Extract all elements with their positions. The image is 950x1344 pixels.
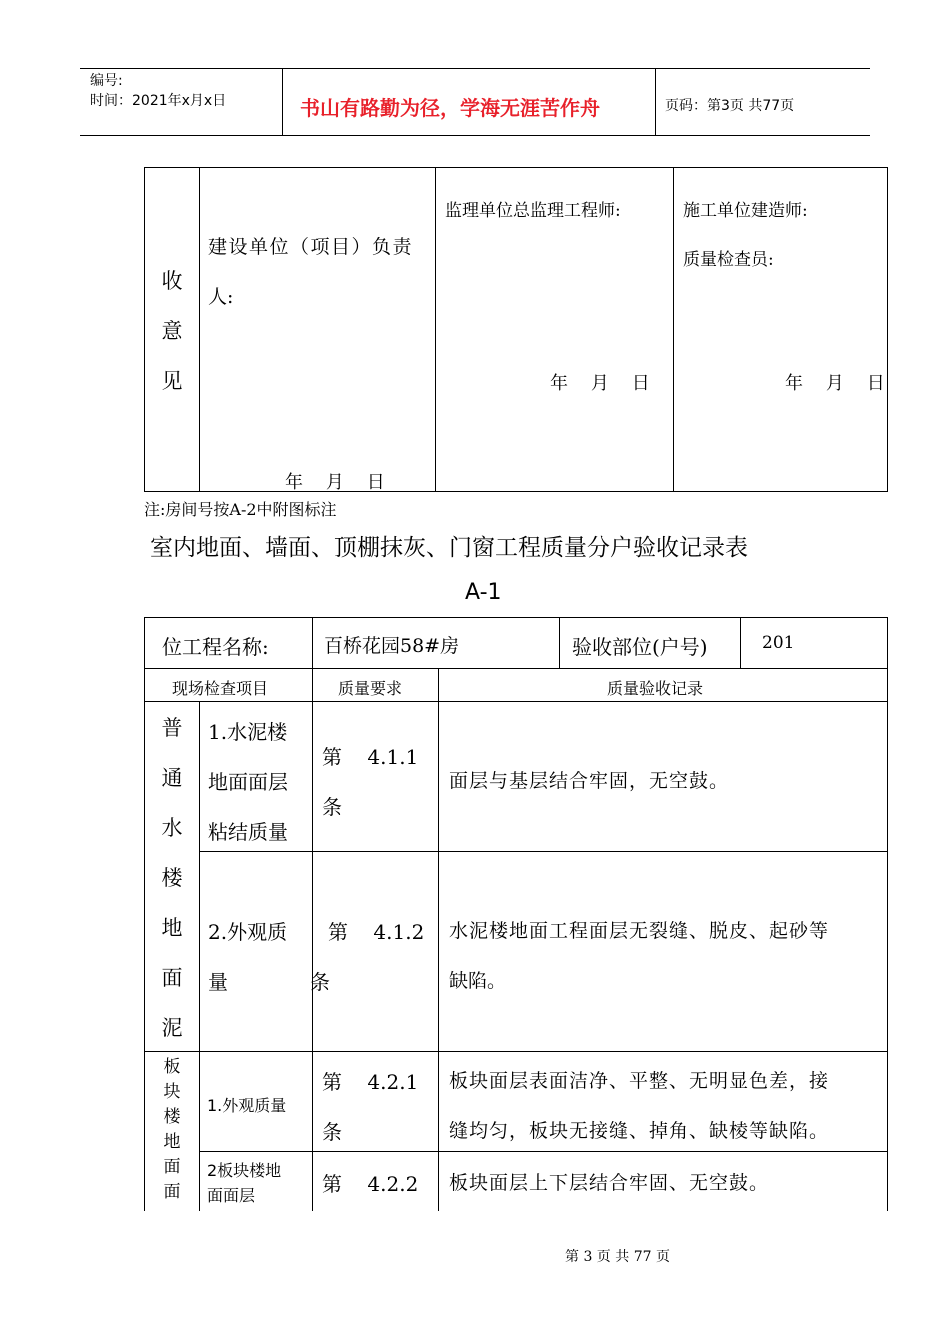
- table-border: [199, 167, 200, 492]
- group-label-char: 楼: [163, 1107, 181, 1127]
- table-border: [438, 668, 439, 1211]
- row1-record: 面层与基层结合牢固，无空鼓。: [449, 770, 730, 792]
- row3-requirement: 第 4.2.1: [322, 1070, 419, 1094]
- acceptance-part-label: 验收部位(户号): [572, 635, 708, 659]
- project-name-label: 位工程名称:: [162, 635, 269, 659]
- row2-record: 缺陷。: [449, 970, 507, 992]
- header-bottom-rule: [80, 135, 870, 136]
- group-label-char: 块: [163, 1082, 181, 1102]
- row3-requirement: 条: [322, 1120, 342, 1144]
- document-number-label: 编号:: [90, 73, 123, 89]
- room-number-note: 注:房间号按A-2中附图标注: [144, 500, 337, 519]
- column-header-item: 现场检查项目: [172, 679, 269, 698]
- table-border: [144, 617, 145, 1211]
- table-border: [887, 167, 888, 492]
- table-border: [312, 668, 313, 1211]
- group-label-char: 普: [161, 716, 183, 740]
- table-border: [199, 1151, 888, 1152]
- row2-record: 水泥楼地面工程面层无裂缝、脱皮、起砂等: [449, 920, 830, 942]
- page-info: 页码：第3页 共77页: [665, 98, 795, 114]
- group-label-char: 泥: [161, 1016, 183, 1040]
- row1-item: 地面面层: [208, 770, 288, 794]
- group-label-char: 面: [161, 966, 183, 990]
- project-name-value: 百桥花园58#房: [324, 635, 460, 657]
- builder-label: 施工单位建造师:: [683, 201, 808, 221]
- row3-record: 板块面层表面洁净、平整、无明显色差，接: [449, 1070, 830, 1092]
- group-label-char: 地: [163, 1132, 181, 1152]
- form-code: A-1: [465, 580, 502, 605]
- table-border: [144, 167, 888, 168]
- table-border: [144, 1051, 888, 1052]
- table-border: [144, 491, 888, 492]
- row-label-char: 见: [161, 369, 183, 393]
- row4-item: 面面层: [207, 1186, 256, 1205]
- group-label-char: 地: [161, 916, 183, 940]
- column-header-record: 质量验收记录: [607, 679, 704, 698]
- row2-item: 2.外观质: [208, 920, 288, 944]
- group-label-cement-floor: [157, 703, 187, 1053]
- builder-date: 年 月 日: [785, 373, 885, 394]
- table-border: [312, 617, 313, 669]
- row4-requirement: 第 4.2.2: [322, 1172, 419, 1196]
- table-border: [144, 167, 145, 492]
- column-header-requirement: 质量要求: [338, 679, 403, 698]
- document-time-label: 时间：2021年x月x日: [90, 93, 227, 109]
- group-label-char: 水: [161, 816, 183, 840]
- header-top-rule: [80, 68, 870, 69]
- table-border: [740, 617, 741, 669]
- group-label-char: 面: [163, 1182, 181, 1202]
- table-border: [144, 617, 888, 618]
- header-divider: [282, 68, 283, 136]
- table-border: [435, 167, 436, 492]
- row2-requirement: 条: [310, 970, 330, 994]
- construction-unit-label: 建设单位（项目）负责: [208, 236, 414, 258]
- construction-date: 年 月 日: [285, 472, 385, 493]
- row4-record: 板块面层上下层结合牢固、无空鼓。: [449, 1172, 770, 1194]
- header-motto: 书山有路勤为径，学海无涯苦作舟: [300, 96, 600, 120]
- group-label-char: 板: [163, 1057, 181, 1077]
- row4-item: 2板块楼地: [207, 1161, 282, 1180]
- group-label-char: 楼: [161, 866, 183, 890]
- supervisor-date: 年 月 日: [550, 373, 650, 394]
- group-label-char: 通: [161, 766, 183, 790]
- inspector-label: 质量检查员:: [683, 250, 774, 270]
- table-border: [144, 701, 888, 702]
- construction-unit-label-cont: 人:: [208, 286, 234, 308]
- row3-item: 1.外观质量: [207, 1096, 287, 1115]
- page-title: 室内地面、墙面、顶棚抹灰、门窗工程质量分户验收记录表: [150, 535, 748, 561]
- table-border: [559, 617, 560, 669]
- header-divider: [655, 68, 656, 136]
- row-label-char: 意: [161, 319, 183, 343]
- supervisor-label: 监理单位总监理工程师:: [445, 201, 621, 221]
- table-border: [199, 851, 888, 852]
- group-label-block-floor: [157, 1055, 187, 1205]
- row2-requirement: 第 4.1.2: [328, 920, 425, 944]
- group-label-char: 面: [163, 1157, 181, 1177]
- row-label-char: 收: [161, 269, 183, 293]
- row2-item: 量: [208, 970, 228, 994]
- opinion-row-label: [157, 256, 187, 406]
- table-border: [144, 668, 888, 669]
- row3-record: 缝均匀，板块无接缝、掉角、缺棱等缺陷。: [449, 1120, 830, 1142]
- row1-item: 粘结质量: [208, 820, 288, 844]
- row1-requirement: 条: [322, 795, 342, 819]
- acceptance-part-value: 201: [762, 633, 795, 653]
- table-border: [887, 617, 888, 1211]
- page-footer: 第 3 页 共 77 页: [565, 1249, 670, 1265]
- row1-item: 1.水泥楼: [208, 720, 288, 744]
- table-border: [199, 701, 200, 1211]
- table-border: [673, 167, 674, 492]
- row1-requirement: 第 4.1.1: [322, 745, 419, 769]
